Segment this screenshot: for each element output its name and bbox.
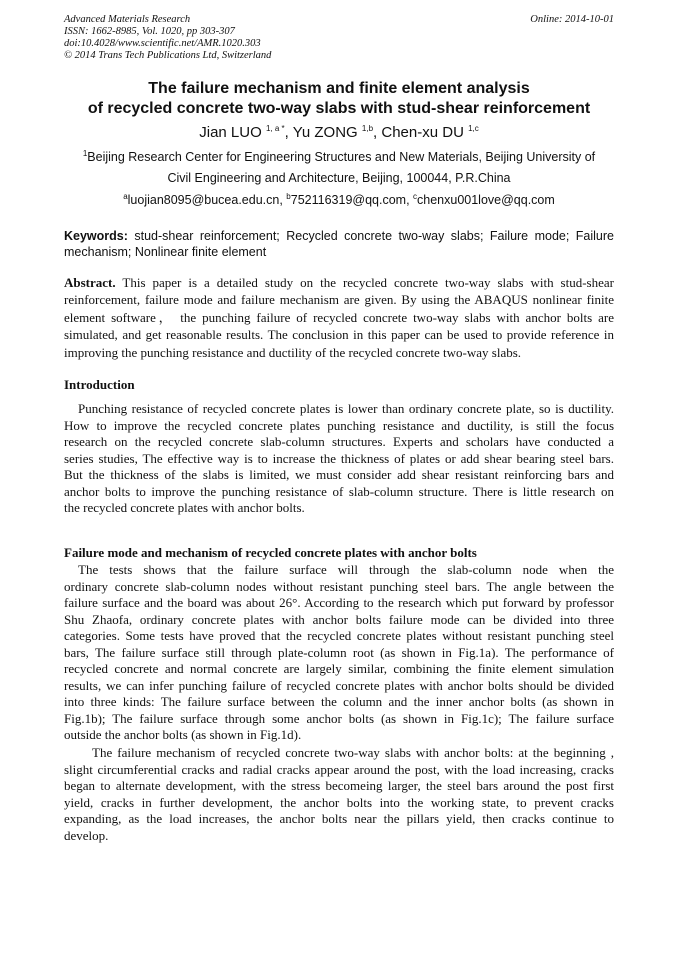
header-line: © 2014 Trans Tech Publications Ltd, Switzerland <box>64 50 272 61</box>
paper-title <box>0 79 678 119</box>
paragraph-line: failure surface and the board was about 26°. According to the research which put forward by professor <box>64 595 614 610</box>
keywords <box>64 228 614 260</box>
introduction-heading: Introduction <box>64 377 135 392</box>
abstract-line: element software， the punching failure of recycled concrete two-way slabs with anchor bolts are <box>64 309 614 325</box>
paragraph-line: recycled concrete and normal concrete are largely similar, combining the finite element simulation <box>64 661 614 676</box>
title-line: The failure mechanism and finite element analysis <box>148 80 530 97</box>
header-line: ISSN: 1662-8985, Vol. 1020, pp 303-307 <box>64 26 235 37</box>
email: 752116319@qq.com, <box>290 193 414 208</box>
email-sup: a <box>123 192 128 201</box>
abstract-line: simulated, and get reasonable results. The conclusion in this paper can be used to provide reference in <box>64 327 614 343</box>
header-line: Advanced Materials Research <box>64 14 191 25</box>
paragraph-line: into three kinds: The failure surface between the column and the inner anchor bolts (as shown in <box>64 694 614 709</box>
failure-paragraph-1 <box>64 562 614 744</box>
paragraph-line: categories. Some tests have proved that the recycled concrete plates without resistant punching steel <box>64 628 614 643</box>
paragraph-line: Punching resistance of recycled concrete plates is lower than ordinary concrete plate, so is ductility. <box>78 401 614 416</box>
paragraph-line: bars, The failure surface still through plate-column root (as shown in Fig.1a). The performance of <box>64 644 614 660</box>
keywords-text: stud-shear reinforcement; Recycled concrete two-way slabs; Failure mode; Failure <box>127 229 614 243</box>
paragraph-line: research on the recycled concrete slab-column structures. Experts and scholars have conducted a <box>64 434 614 449</box>
paragraph-line: results, we can infer punching failure of recycled concrete plates with anchor bolts should be divided <box>64 677 614 693</box>
affiliation-line1 <box>0 149 678 164</box>
author-name: Jian LUO <box>199 124 262 141</box>
emails <box>0 192 678 207</box>
paragraph-line: the recycled concrete plates with anchor bolts. <box>64 500 305 515</box>
author-sup: 1,b <box>361 124 374 133</box>
abstract-line: reinforcement, failure mode and failure mechanism are given. By using the ABAQUS nonlinear finite <box>64 292 614 308</box>
paragraph-line: The failure mechanism of recycled concrete two-way slabs with anchor bolts: at the beginning , <box>92 745 614 760</box>
abstract-text: This paper is a detailed study on the recycled concrete two-way slabs with stud-shear <box>115 275 614 290</box>
paragraph-line: ordinary concrete slab-column nodes without resistant punching steel bars. The angle between the <box>64 578 614 594</box>
title-line: of recycled concrete two-way slabs with stud-shear reinforcement <box>87 100 591 117</box>
header-line: doi:10.4028/www.scientific.net/AMR.1020.303 <box>64 38 261 49</box>
abstract-label: Abstract. <box>64 275 116 290</box>
keywords-label: Keywords: <box>64 229 128 243</box>
paragraph-line: series studies, The effective way is to increase the thickness of plates or add shear bearing steel bars. <box>64 450 614 466</box>
author-sup: 1,c <box>468 124 479 133</box>
journal-header <box>64 14 271 62</box>
paragraph-line: develop. <box>64 827 109 843</box>
failure-paragraph-2 <box>64 745 614 844</box>
author-name: Chen-xu DU <box>381 124 464 141</box>
author-sup: 1, a * <box>265 124 285 133</box>
keywords-line: mechanism; Nonlinear finite element <box>64 245 267 259</box>
email: chenxu001love@qq.com <box>417 193 555 208</box>
paragraph-line: How to improve the recycled concrete plates punching resistance and ductility, is still the focus <box>64 417 614 433</box>
introduction-paragraph <box>64 401 614 517</box>
paragraph-line: slight circumferential cracks and radial cracks appear around the post, with the load increasing, cracks <box>64 761 614 777</box>
paragraph-line: yield, cracks in further development, the anchor bolts into the working state, to prevent cracks <box>64 794 614 810</box>
affiliation-sup: 1 <box>82 149 88 158</box>
email: luojian8095@bucea.edu.cn, <box>127 193 287 208</box>
paragraph-line: outside the anchor bolts (as shown in Fig.1d). <box>64 727 302 742</box>
paragraph-line: Fig.1b); The failure surface through some anchor bolts (as shown in Fig.1c); The failure surface <box>64 710 614 726</box>
affiliation-text: Beijing Research Center for Engineering Structures and New Materials, Beijing University of <box>87 150 596 165</box>
abstract-line: improving the punching resistance and ductility of the recycled concrete two-way slabs. <box>64 344 522 360</box>
email-sup: b <box>286 192 291 201</box>
paragraph-line: expanding, as the load increases, the anchor bolts near the pillars yield, then cracks continue to <box>64 811 614 826</box>
author-name: Yu ZONG <box>292 124 358 141</box>
failure-section-heading: Failure mode and mechanism of recycled concrete plates with anchor bolts <box>64 545 477 560</box>
online-date: Online: 2014-10-01 <box>530 14 614 25</box>
paragraph-line: anchor bolts to improve the punching resistance of slab-column structure. There is little research on <box>64 483 614 499</box>
authors: Jian LUO $^{1, a *}$, Yu ZONG $^{1,b}$, Chen-xu DU $^{1,c}$ <box>199 124 479 141</box>
paragraph-line: The tests shows that the failure surface will through the slab-column node when the <box>78 562 614 577</box>
paragraph-line: But the thickness of the slabs is limited, we must consider add shear resistant reinforcing bars and <box>64 467 614 482</box>
abstract <box>64 274 614 361</box>
paragraph-line: Shu Zhaofa, ordinary concrete plates with anchor bolts failure mode can be divided into three <box>64 611 614 627</box>
abstract-line <box>64 274 614 291</box>
affiliation-line2: Civil Engineering and Architecture, Beijing, 100044, P.R.China <box>167 171 511 185</box>
keywords-line <box>64 228 614 244</box>
paragraph-line: began to alternate development, with the stress becomeing larger, the steel bars around the post first <box>64 778 614 793</box>
email-sup: c <box>413 192 418 201</box>
